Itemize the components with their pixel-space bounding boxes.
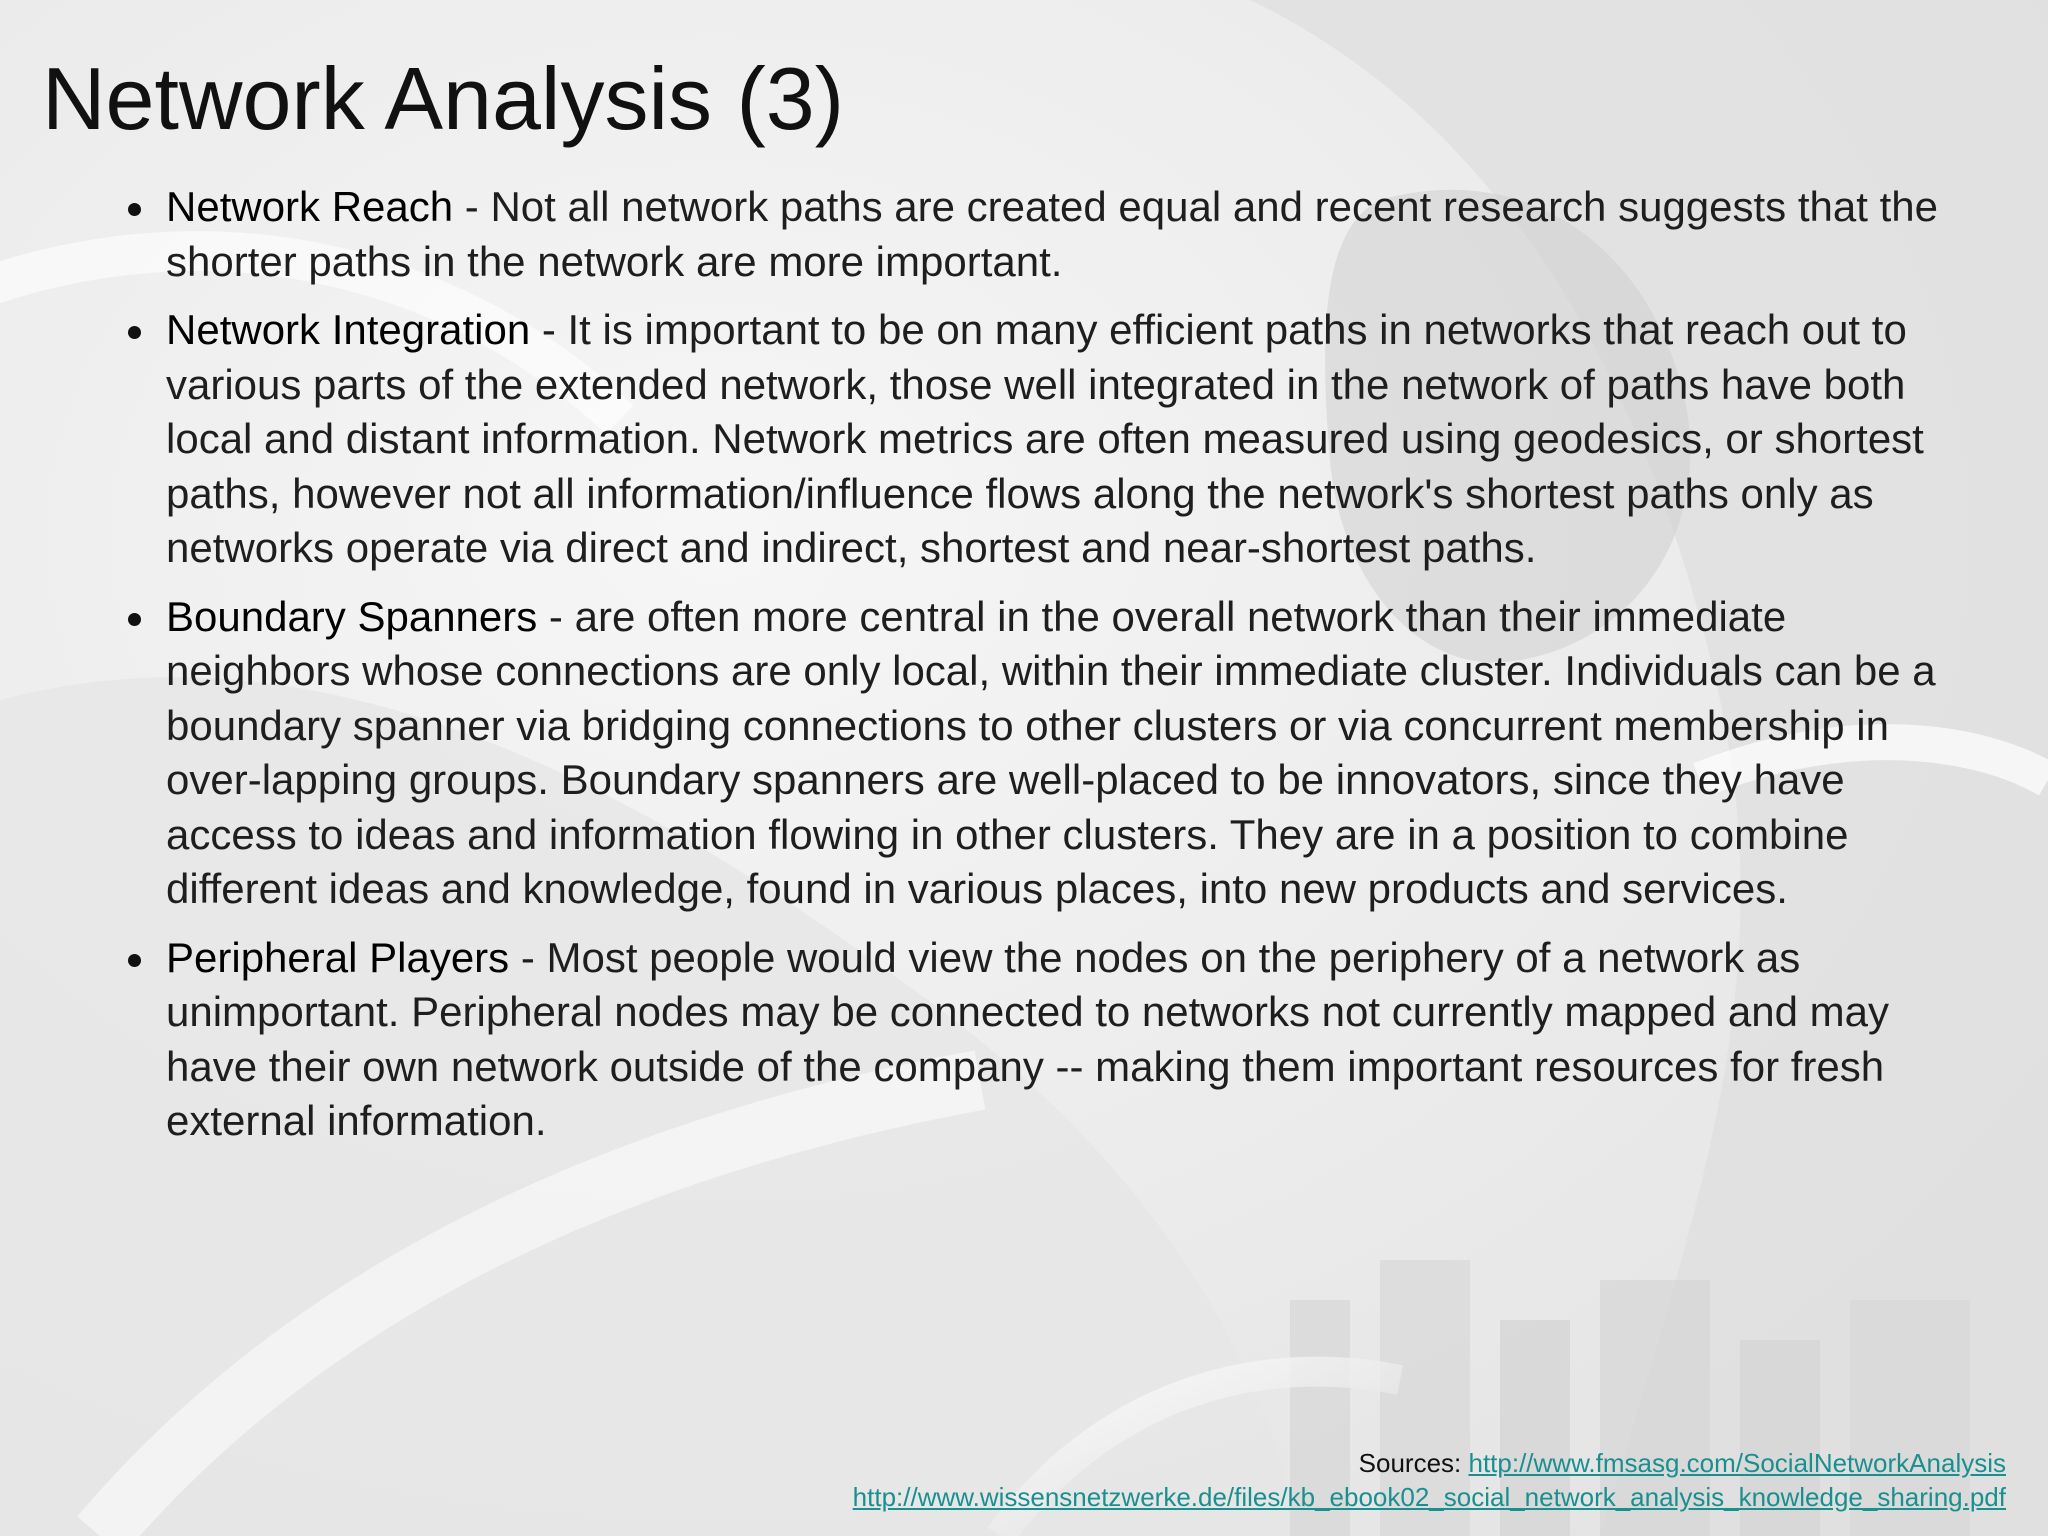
sources-line-2 bbox=[853, 1480, 2006, 1514]
bullet-term: Boundary Spanners bbox=[166, 592, 538, 640]
bullet-item-network-reach bbox=[124, 180, 1954, 289]
source-link-wissensnetzwerke[interactable]: http://www.wissensnetzwerke.de/files/kb_ebook02_social_network_analysis_knowledge_sharing.pdf bbox=[852, 1482, 2006, 1512]
bullet-separator: - bbox=[530, 306, 568, 353]
sources-label: Sources: bbox=[1358, 1448, 1469, 1478]
bullet-dot-icon bbox=[128, 326, 141, 339]
bullet-term: Network Reach bbox=[166, 183, 454, 230]
bullet-text: Not all network paths are created equal and recent research suggests that the shorter paths in the network are more important. bbox=[166, 183, 1938, 285]
bullet-dot-icon bbox=[128, 203, 141, 216]
slide-title: Network Analysis (3) bbox=[42, 49, 845, 148]
bullet-text: are often more central in the overall network than their immediate neighbors whose connections are only local, within their immediate cluster. Individuals can be a boundary spanner via bridging connections to other clusters or via concurrent membership in over-lapping groups. Boundary spanners are well-placed to be innovators, since they have access to ideas and information flowing in other clusters. They are in a position to combine different ideas and knowledge, found in various places, into new products and services. bbox=[166, 592, 1936, 912]
bullet-list bbox=[124, 180, 1954, 1163]
bullet-separator: - bbox=[453, 183, 491, 230]
bullet-text: It is important to be on many efficient paths in networks that reach out to various parts of the extended network, those well integrated in the network of paths have both local and distant information. Network metrics are often measured using geodesics, or shortest paths, however not all information/influence flows along the network's shortest paths only as networks operate via direct and indirect, shortest and near-shortest paths. bbox=[166, 306, 1924, 571]
bullet-item-network-integration bbox=[124, 303, 1954, 576]
bullet-text: Most people would view the nodes on the periphery of a network as unimportant. Peripheral nodes may be connected to networks not currently mapped and may have their own network outside of the company -- making them important resources for fresh external information. bbox=[166, 933, 1889, 1144]
source-link-fmsasg[interactable]: http://www.fmsasg.com/SocialNetworkAnalysis bbox=[1468, 1448, 2006, 1478]
bullet-separator: - bbox=[537, 592, 575, 640]
bullet-term: Network Integration bbox=[166, 306, 531, 353]
bullet-term: Peripheral Players bbox=[166, 933, 510, 981]
bullet-item-peripheral-players bbox=[124, 931, 1954, 1149]
sources-line-1 bbox=[853, 1446, 2006, 1480]
sources-footer bbox=[853, 1446, 2006, 1514]
bullet-dot-icon bbox=[128, 954, 141, 967]
bullet-item-boundary-spanners bbox=[124, 590, 1954, 917]
bullet-dot-icon bbox=[128, 613, 141, 626]
bullet-separator: - bbox=[509, 933, 547, 981]
